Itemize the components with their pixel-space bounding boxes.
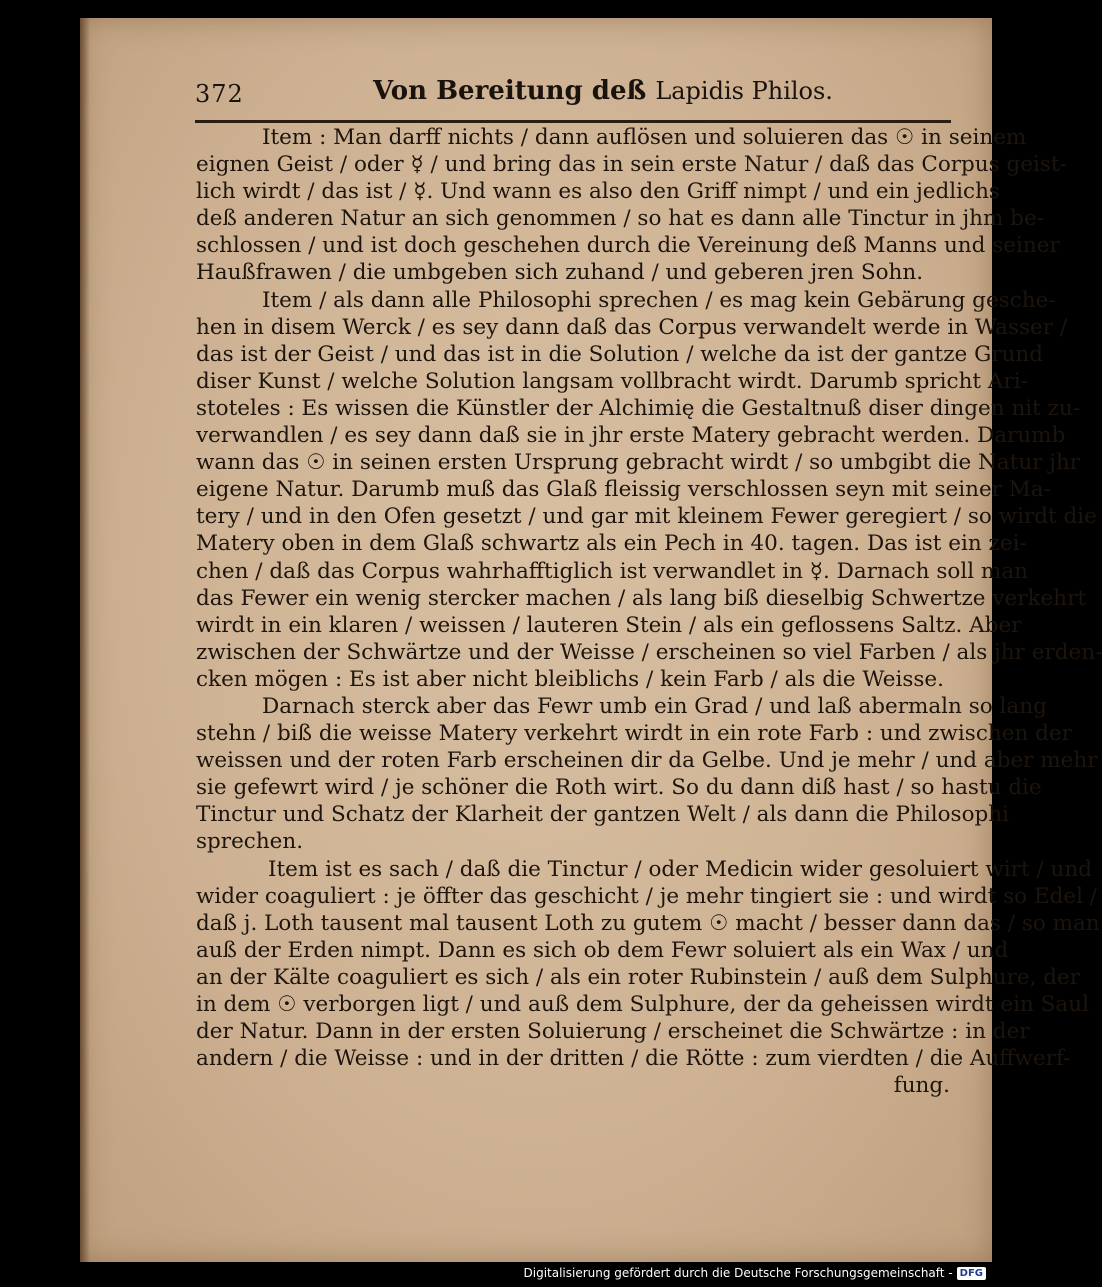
text-line: fung. [893, 1073, 950, 1099]
credit-text: Digitalisierung gefördert durch die Deutsche Forschungsgemeinschaft - [523, 1266, 953, 1280]
page-number: 372 [195, 80, 244, 108]
text-line: wann das ☉ in seinen ersten Ursprung gebracht wirdt / so umbgibt die Natur jhr [196, 450, 1081, 476]
text-line: sprechen. [196, 829, 304, 855]
text-line: an der Kälte coaguliert es sich / als ein roter Rubinstein / auß dem Sulphure, der [196, 964, 1080, 990]
text-line: stehn / biß die weisse Matery verkehrt wirdt in ein rote Farb : und zwischen der [196, 721, 1072, 747]
running-title [373, 76, 833, 106]
page-header [195, 76, 955, 110]
text-line: Item : Man darff nichts / dann auflösen und soluieren das ☉ in seinem [262, 125, 1027, 150]
text-line: sie gefewrt wird / je schöner die Roth wirt. So du dann diß hast / so hastu die [196, 775, 1042, 801]
text-line: der Natur. Dann in der ersten Soluierung / erscheinet die Schwärtze : in der [196, 1019, 1030, 1045]
text-line: diser Kunst / welche Solution langsam vollbracht wirdt. Darumb spricht Ari- [196, 368, 1028, 394]
dfg-logo: DFG [957, 1267, 986, 1280]
text-line: chen / daß das Corpus wahrhafftiglich ist verwandlet in ☿. Darnach soll man [196, 558, 1028, 584]
digitization-credit [524, 1264, 987, 1282]
text-line: eigene Natur. Darumb muß das Glaß fleissig verschlossen seyn mit seiner Ma- [196, 477, 1051, 503]
running-title-latin: Lapidis Philos. [655, 77, 833, 105]
running-title-fraktur: Von Bereitung deß [373, 76, 647, 106]
text-line: eignen Geist / oder ☿ / und bring das in sein erste Natur / daß das Corpus geist- [196, 152, 1067, 178]
text-line: hen in disem Werck / es sey dann daß das Corpus verwandelt werde in Wasser / [196, 314, 1068, 340]
text-line: weissen und der roten Farb erscheinen dir da Gelbe. Und je mehr / und aber mehr [196, 748, 1098, 774]
text-line: schlossen / und ist doch geschehen durch die Vereinung deß Manns und seiner [196, 233, 1060, 259]
text-line: zwischen der Schwärtze und der Weisse / erscheinen so viel Farben / als jhr erden- [196, 639, 1102, 665]
text-line: lich wirdt / das ist / ☿. Und wann es also den Griff nimpt / und ein jedlichs [196, 179, 1000, 205]
text-line: das ist der Geist / und das ist in die Solution / welche da ist der gantze Grund [196, 341, 1043, 367]
text-line: daß j. Loth tausent mal tausent Loth zu gutem ☉ macht / besser dann das / so man [196, 910, 1100, 936]
text-line: Haußfrawen / die umbgeben sich zuhand / und geberen jren Sohn. [196, 260, 924, 286]
text-line: das Fewer ein wenig stercker machen / als lang biß dieselbig Schwertze verkehrt [196, 585, 1087, 611]
body-text [196, 124, 1102, 1099]
text-line: stoteles : Es wissen die Künstler der Alchimię die Gestaltnuß diser dingen nit zu- [196, 395, 1081, 421]
header-rule [195, 120, 951, 123]
page-spine-shadow [80, 18, 90, 1262]
text-line: Darnach sterck aber das Fewr umb ein Grad / und laß abermaln so lang [262, 693, 1047, 719]
text-line: auß der Erden nimpt. Dann es sich ob dem Fewr soluiert als ein Wax / und [196, 937, 1009, 963]
text-line: Item ist es sach / daß die Tinctur / oder Medicin wider gesoluiert wirt / und [268, 856, 1092, 882]
text-line: wirdt in ein klaren / weissen / lauteren Stein / als ein geflossens Saltz. Aber [196, 612, 1022, 638]
text-line: Item / als dann alle Philosophi sprechen / es mag kein Gebärung gesche- [262, 287, 1056, 313]
text-line: in dem ☉ verborgen ligt / und auß dem Sulphure, der da geheissen wirdt ein Saul [196, 992, 1089, 1017]
text-line: Tinctur und Schatz der Klarheit der gantzen Welt / als dann die Philosophi [196, 802, 1010, 828]
text-line: andern / die Weisse : und in der dritten / die Rötte : zum vierdten / die Auffwerf- [196, 1046, 1071, 1072]
text-line: deß anderen Natur an sich genommen / so hat es dann alle Tinctur in jhm be- [196, 206, 1044, 232]
text-line: tery / und in den Ofen gesetzt / und gar mit kleinem Fewer geregiert / so wirdt die [196, 504, 1097, 530]
text-line: verwandlen / es sey dann daß sie in jhr erste Matery gebracht werden. Darumb [196, 423, 1066, 449]
text-line: cken mögen : Es ist aber nicht bleiblichs / kein Farb / als die Weisse. [196, 666, 944, 692]
text-line: wider coaguliert : je öffter das geschicht / je mehr tingiert sie : und wirdt so Edel / [196, 883, 1098, 909]
text-line: Matery oben in dem Glaß schwartz als ein Pech in 40. tagen. Das ist ein zei- [196, 531, 1027, 557]
